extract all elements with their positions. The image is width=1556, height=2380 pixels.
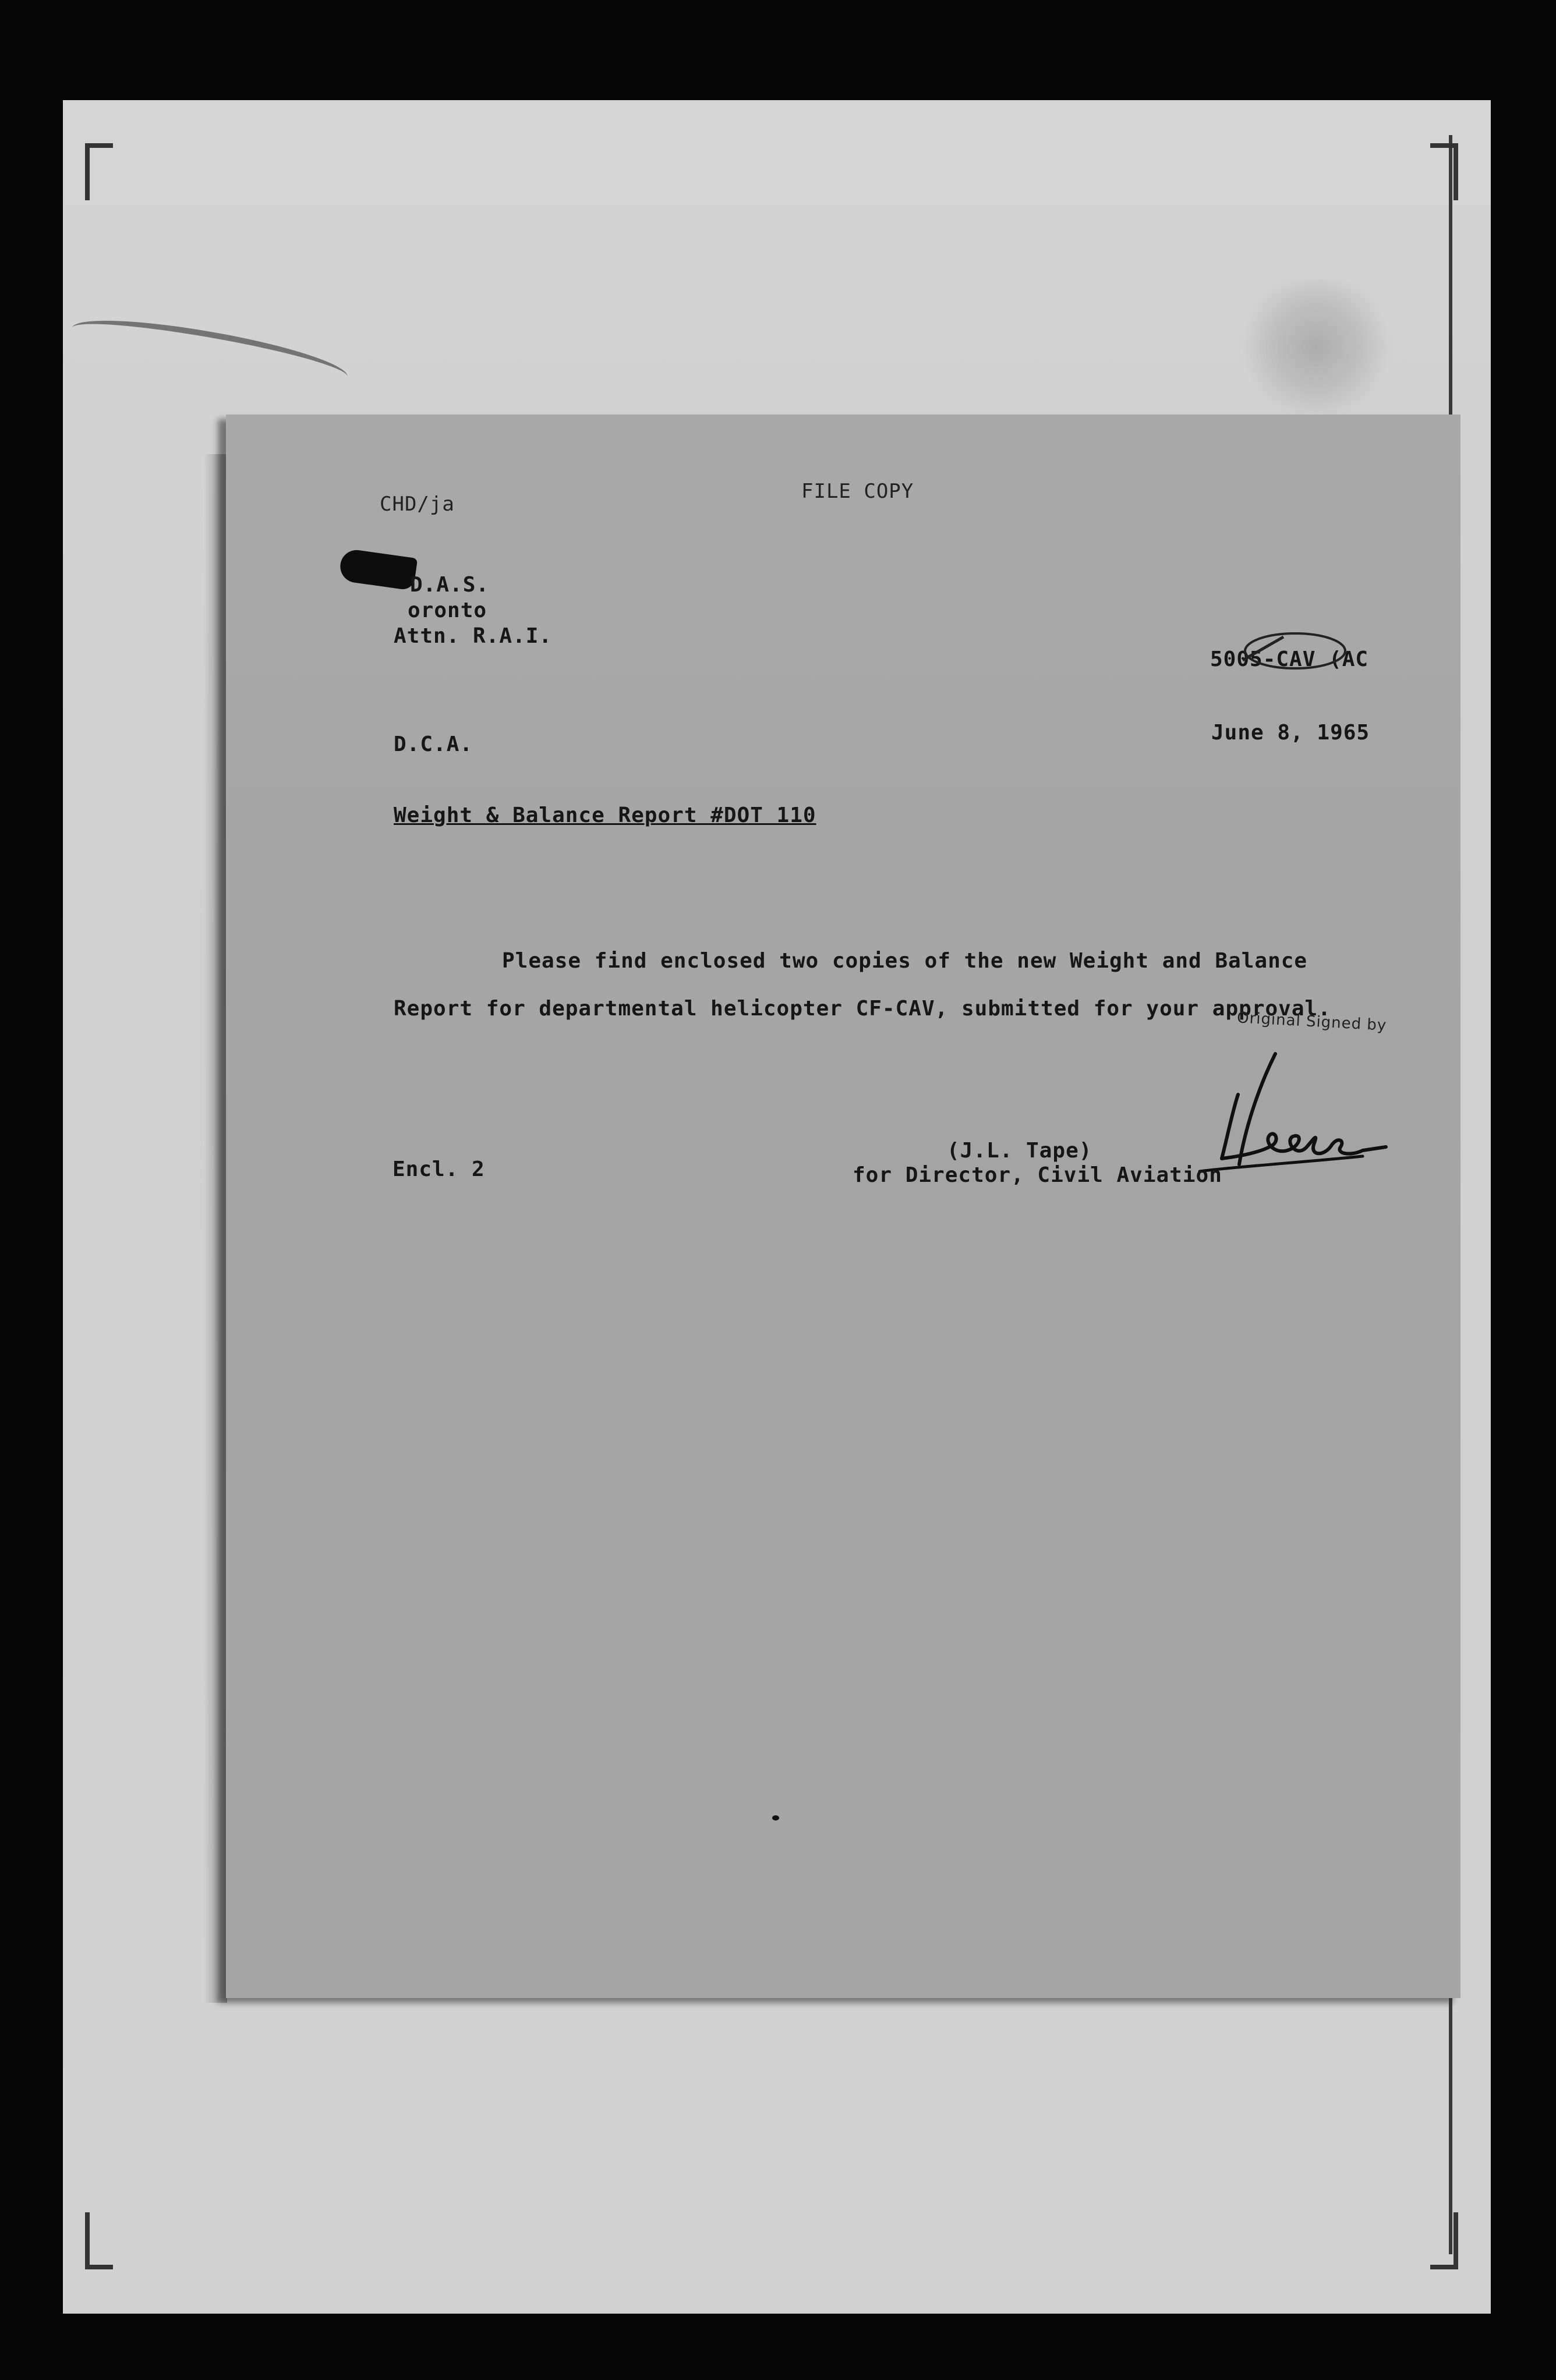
signed-stamp: Original Signed by: [1236, 1009, 1387, 1035]
body-line-1: Please find enclosed two copies of the new Weight and Balance: [502, 949, 1308, 973]
signatory-title: for Director, Civil Aviation: [853, 1163, 1222, 1187]
enclosure-note: Encl. 2: [392, 1157, 485, 1181]
signatory-name: (J.L. Tape): [947, 1139, 1092, 1163]
letter-date: June 8, 1965: [1211, 721, 1370, 745]
body-line-2: Report for departmental helicopter CF-CAV, submitted for your approval.: [394, 997, 1331, 1021]
ink-speck: [772, 1815, 779, 1821]
file-copy-label: FILE COPY: [801, 480, 914, 503]
crop-mark-top-left: [85, 143, 113, 200]
crop-mark-bottom-right: [1430, 2212, 1458, 2269]
sender: D.C.A.: [394, 732, 473, 756]
crop-mark-top-right: [1430, 143, 1458, 200]
subject-line: Weight & Balance Report #DOT 110: [394, 803, 816, 827]
paper-shadow: [204, 454, 227, 2003]
recipient-line-1: D.A.S.: [410, 573, 490, 597]
file-number: 5005-CAV (AC: [1210, 647, 1369, 671]
recipient-line-2: oronto: [408, 598, 487, 622]
recipient-line-3: Attn. R.A.I.: [394, 624, 553, 648]
crop-mark-bottom-left: [85, 2212, 113, 2269]
file-number-strike-mark: [1231, 625, 1348, 679]
glue-stain: [1240, 279, 1392, 413]
reference-initials: CHD/ja: [380, 493, 455, 516]
